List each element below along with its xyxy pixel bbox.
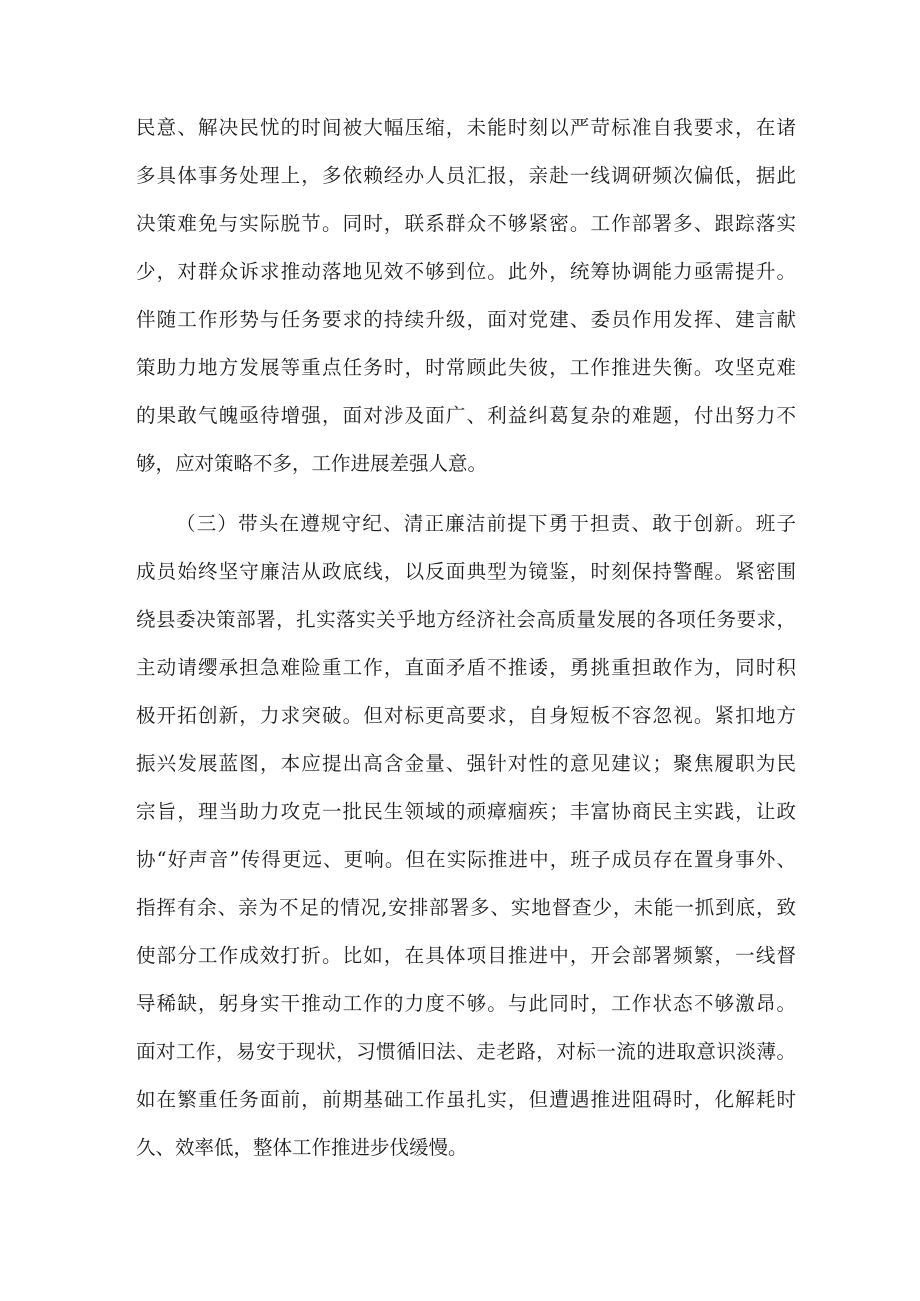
paragraph-line: 的果敢气魄亟待增强，面对涉及面广、利益纠葛复杂的难题，付出努力不 bbox=[136, 404, 796, 427]
paragraph-line: 伴随工作形势与任务要求的持续升级，面对党建、委员作用发挥、建言献 bbox=[136, 308, 796, 331]
paragraph-line: 绕县委决策部署，扎实落实关乎地方经济社会高质量发展的各项任务要求， bbox=[136, 608, 796, 631]
paragraph-line: 指挥有余、亲为不足的情况,安排部署多、实地督查少，未能一抓到底，致 bbox=[136, 896, 796, 919]
paragraph-line: 多具体事务处理上，多依赖经办人员汇报，亲赴一线调研频次偏低，据此 bbox=[136, 164, 796, 187]
section-heading-line: （三）带头在遵规守纪、清正廉洁前提下勇于担责、敢于创新。班子 bbox=[176, 512, 796, 535]
paragraph-line: 民意、解决民忧的时间被大幅压缩，未能时刻以严苛标准自我要求，在诸 bbox=[136, 116, 796, 139]
paragraph-line: 振兴发展蓝图，本应提出高含金量、强针对性的意见建议；聚焦履职为民 bbox=[136, 752, 796, 775]
paragraph-line: 策助力地方发展等重点任务时，时常顾此失彼，工作推进失衡。攻坚克难 bbox=[136, 356, 796, 379]
paragraph-line: 协“好声音”传得更远、更响。但在实际推进中，班子成员存在置身事外、 bbox=[136, 848, 796, 871]
paragraph-line: 决策难免与实际脱节。同时，联系群众不够紧密。工作部署多、跟踪落实 bbox=[136, 212, 796, 235]
paragraph-line: 导稀缺，躬身实干推动工作的力度不够。与此同时，工作状态不够激昂。 bbox=[136, 992, 796, 1015]
paragraph-line: 够，应对策略不多，工作进展差强人意。 bbox=[136, 452, 488, 475]
paragraph-line: 宗旨，理当助力攻克一批民生领域的顽瘴痼疾；丰富协商民主实践，让政 bbox=[136, 800, 796, 823]
paragraph-line: 成员始终坚守廉洁从政底线，以反面典型为镜鉴，时刻保持警醒。紧密围 bbox=[136, 560, 796, 583]
paragraph-line: 主动请缨承担急难险重工作，直面矛盾不推诿，勇挑重担敢作为，同时积 bbox=[136, 656, 796, 679]
paragraph-line: 久、效率低，整体工作推进步伐缓慢。 bbox=[136, 1136, 468, 1159]
paragraph-line: 少，对群众诉求推动落地见效不够到位。此外，统筹协调能力亟需提升。 bbox=[136, 260, 796, 283]
paragraph-line: 如在繁重任务面前，前期基础工作虽扎实，但遭遇推进阻碍时，化解耗时 bbox=[136, 1088, 796, 1111]
paragraph-line: 使部分工作成效打折。比如，在具体项目推进中，开会部署频繁，一线督 bbox=[136, 944, 796, 967]
paragraph-line: 极开拓创新，力求突破。但对标更高要求，自身短板不容忽视。紧扣地方 bbox=[136, 704, 796, 727]
paragraph-line: 面对工作，易安于现状，习惯循旧法、走老路，对标一流的进取意识淡薄。 bbox=[136, 1040, 796, 1063]
